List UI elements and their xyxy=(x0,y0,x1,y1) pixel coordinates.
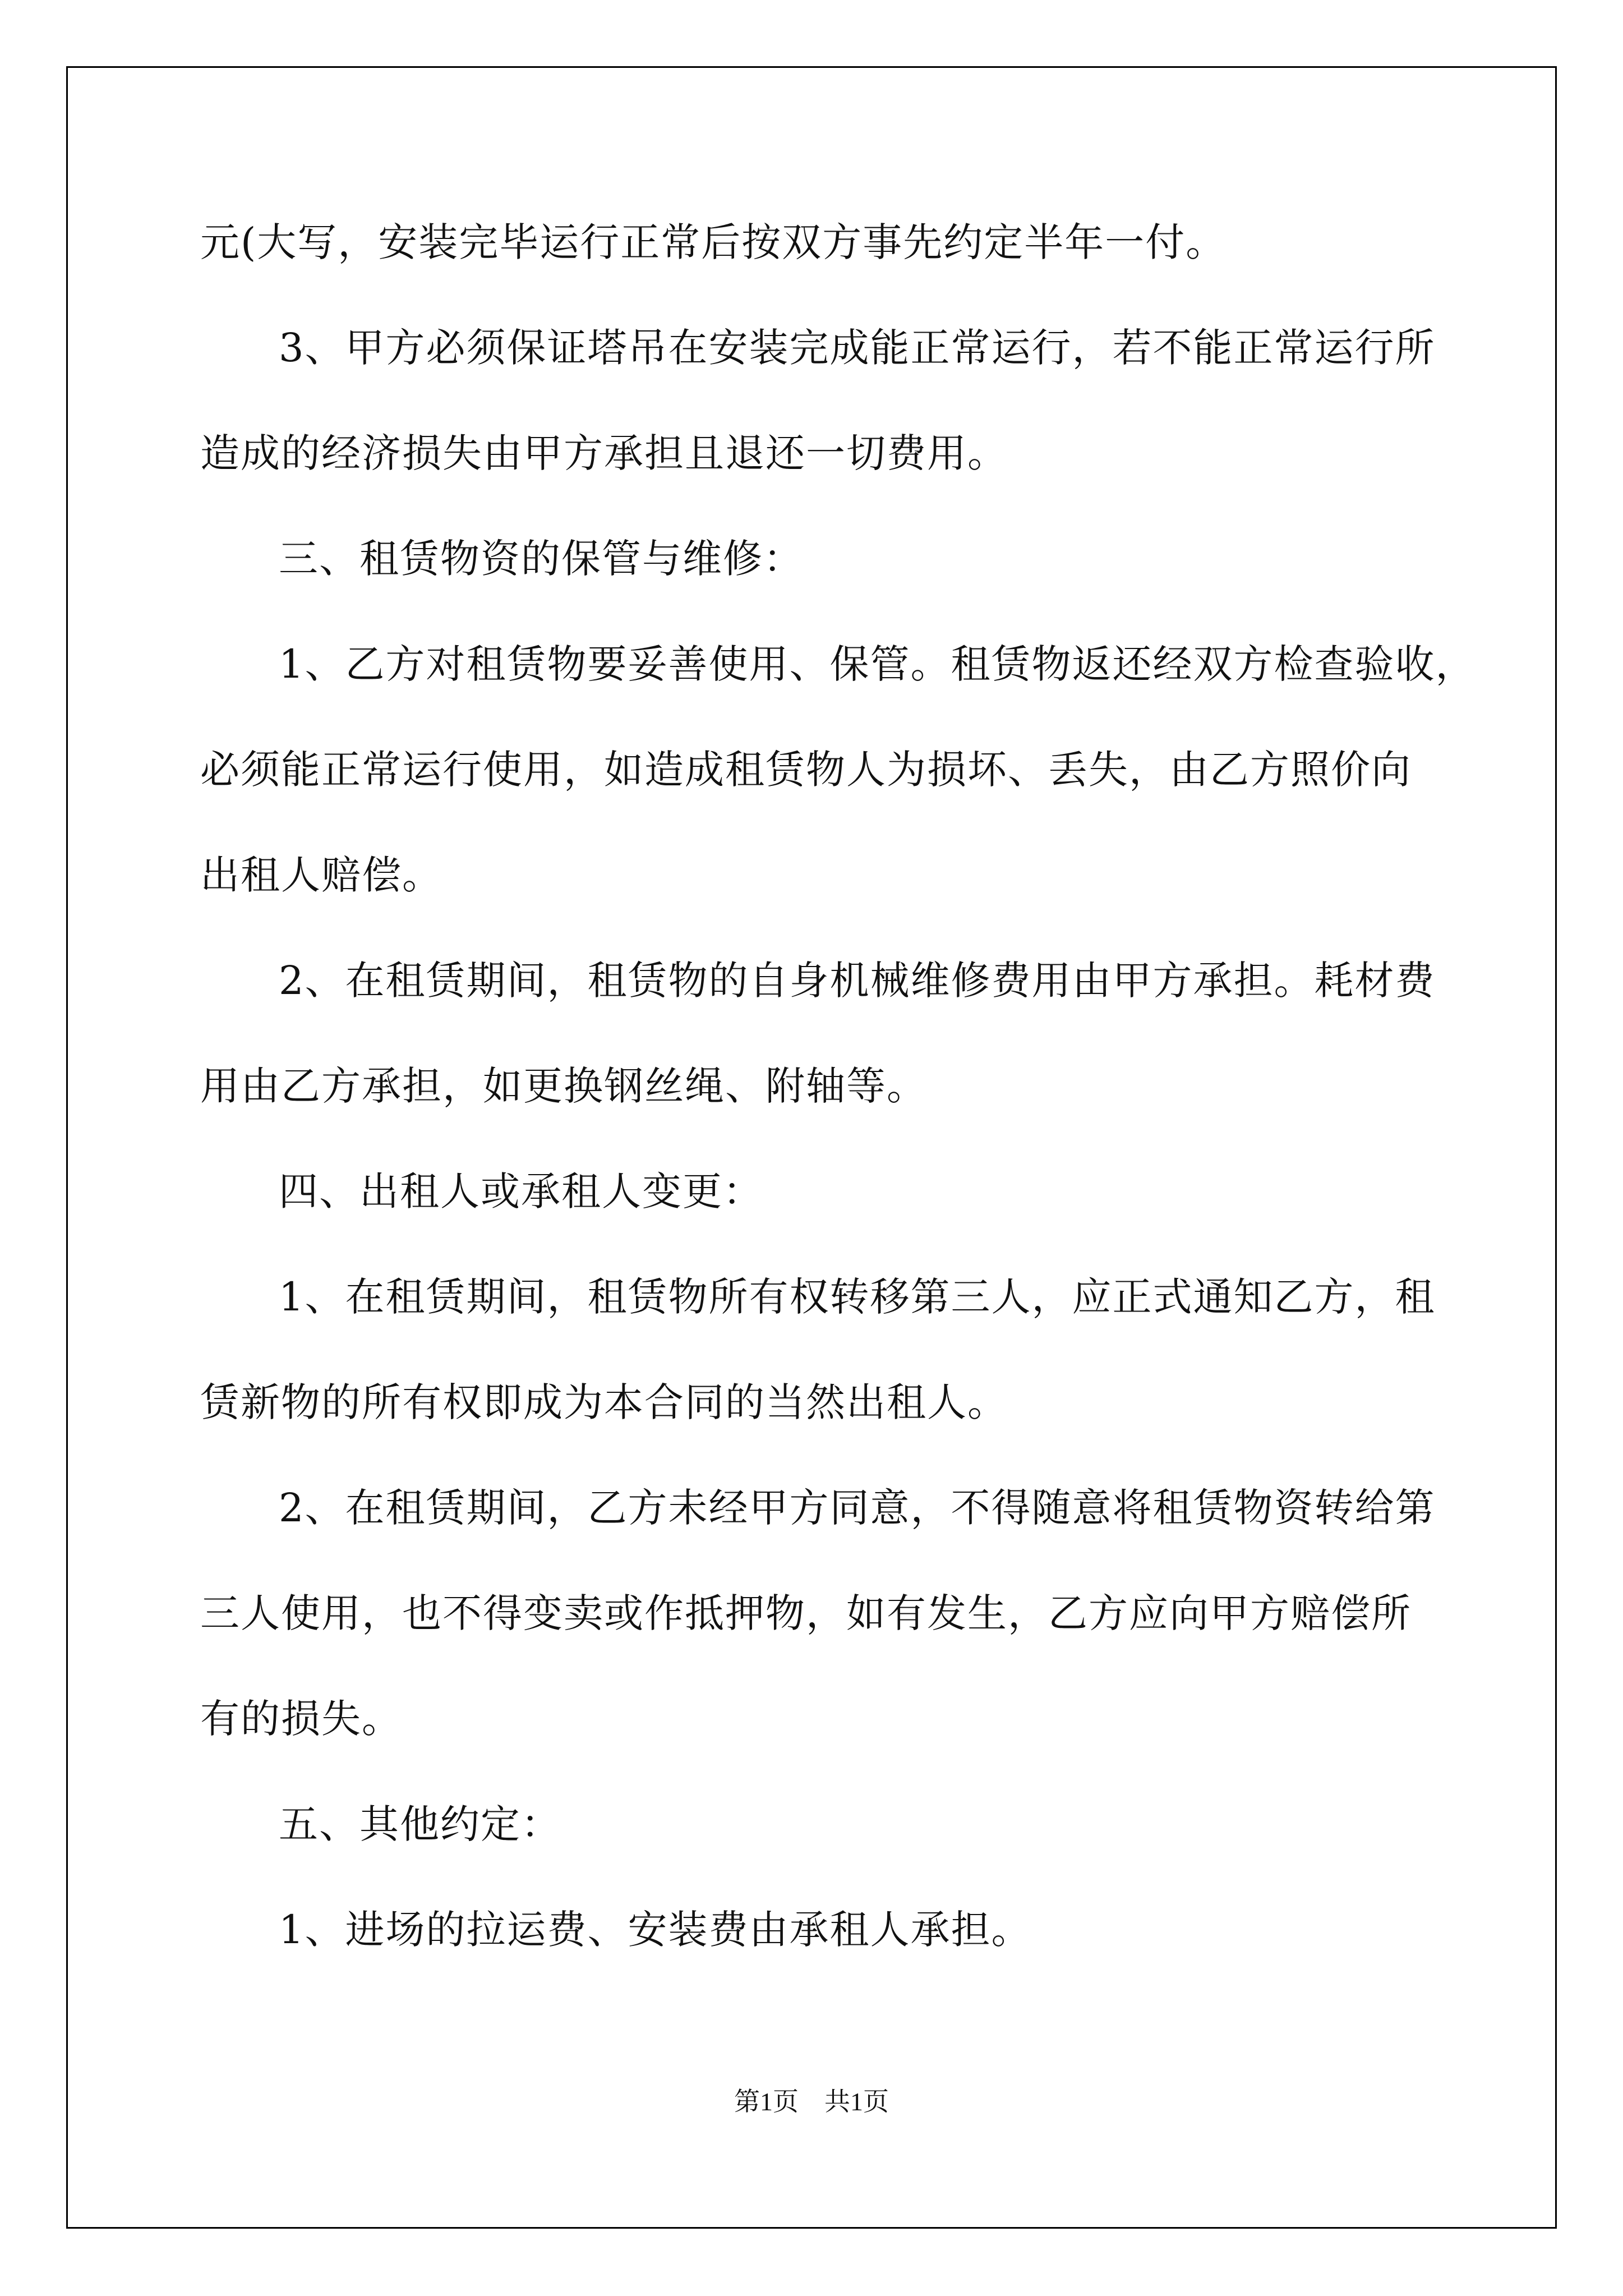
document-line: 1、在租赁期间，租赁物所有权转移第三人，应正式通知乙方，租 xyxy=(279,1274,1436,1320)
section-heading: 三、租赁物资的保管与维修： xyxy=(279,536,804,582)
document-line: 1、乙方对租赁物要妥善使用、保管。租赁物返还经双方检查验收， xyxy=(279,641,1476,687)
document-line: 赁新物的所有权即成为本合同的当然出租人。 xyxy=(200,1379,1008,1425)
page-number-footer: 第1页 共1页 xyxy=(734,2087,889,2116)
document-line: 2、在租赁期间，租赁物的自身机械维修费用由甲方承担。耗材费 xyxy=(279,958,1436,1004)
document-line: 3、甲方必须保证塔吊在安装完成能正常运行，若不能正常运行所 xyxy=(279,325,1436,371)
document-body xyxy=(200,214,1476,2007)
document-line: 2、在租赁期间，乙方未经甲方同意，不得随意将租赁物资转给第 xyxy=(279,1485,1436,1531)
document-line: 元(大写，安装完毕运行正常后按双方事先约定半年一付。 xyxy=(200,219,1227,265)
document-line: 造成的经济损失由甲方承担且退还一切费用。 xyxy=(200,430,1008,476)
document-line: 用由乙方承担，如更换钢丝绳、附轴等。 xyxy=(200,1063,927,1109)
document-line: 必须能正常运行使用，如造成租赁物人为损坏、丢失，由乙方照价向 xyxy=(200,747,1412,793)
document-line: 1、进场的拉运费、安装费由承租人承担。 xyxy=(279,1907,1032,1953)
section-heading: 四、出租人或承租人变更： xyxy=(279,1168,763,1214)
section-heading: 五、其他约定： xyxy=(279,1801,561,1847)
document-line: 三人使用，也不得变卖或作抵押物，如有发生，乙方应向甲方赔偿所 xyxy=(200,1590,1412,1636)
document-line: 有的损失。 xyxy=(200,1696,402,1742)
document-line: 出租人赔偿。 xyxy=(200,852,442,898)
